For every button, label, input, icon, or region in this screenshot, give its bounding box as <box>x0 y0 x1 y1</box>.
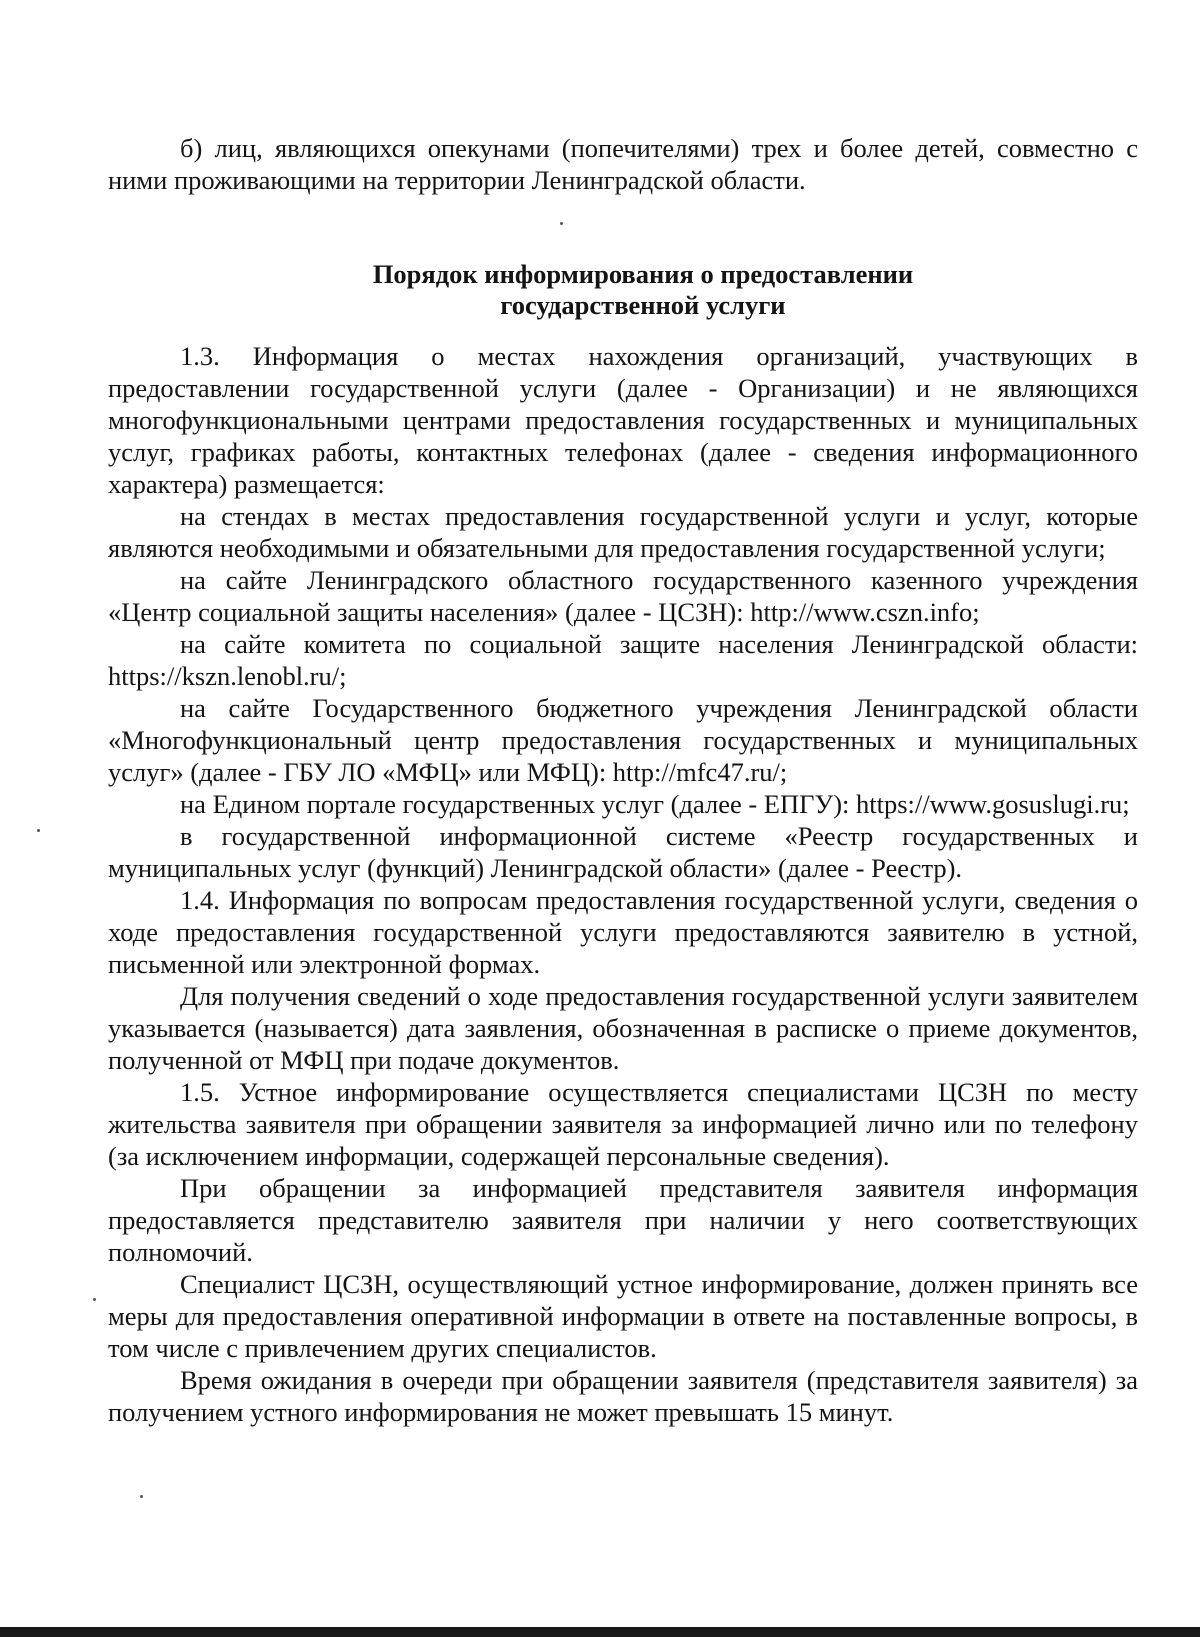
scan-bottom-edge <box>0 1627 1200 1637</box>
scan-speck <box>140 1495 143 1498</box>
paragraph-1-5: 1.5. Устное информирование осуществляется специалистами ЦСЗН по месту жительства заявителя при обращении заявителя за информацией лично или по телефону (за исключением информации, содержащей персональные сведения). <box>108 1077 1138 1171</box>
scan-speck <box>37 829 40 832</box>
scan-speck <box>93 1298 96 1301</box>
paragraph-cszn-site: на сайте Ленинградского областного государственного казенного учреждения «Центр социальной защиты населения» (далее - ЦСЗН): http://www.cszn.info; <box>108 565 1138 627</box>
paragraph-specialist: Специалист ЦСЗН, осуществляющий устное информирование, должен принять все меры для предоставления оперативной информации в ответе на поставленные вопросы, в том числе с привлечением других специалистов. <box>108 1269 1138 1363</box>
paragraph-wait-time: Время ожидания в очереди при обращении заявителя (представителя заявителя) за получением устного информирования не может превышать 15 минут. <box>108 1365 1138 1427</box>
section-heading-line-1: Порядок информирования о предоставлении <box>372 259 914 289</box>
paragraph-epgu: на Едином портале государственных услуг (далее - ЕПГУ): https://www.gosuslugi.ru; <box>180 789 1130 819</box>
paragraph-registry: в государственной информационной системе «Реестр государственных и муниципальных услуг (функций) Ленинградской области» (далее - Реестр). <box>108 821 1138 883</box>
section-heading-line-2: государственной услуги <box>500 290 786 320</box>
paragraph-b: б) лиц, являющихся опекунами (попечителями) трех и более детей, совместно с ними проживающими на территории Ленинградской области. <box>108 133 1138 195</box>
paragraph-committee-site: на сайте комитета по социальной защите населения Ленинградской области: https://kszn.lenobl.ru/; <box>108 629 1138 691</box>
paragraph-1-4: 1.4. Информация по вопросам предоставления государственной услуги, сведения о ходе предоставления государственной услуги предоставляются заявителю в устной, письменной или электронной формах. <box>108 885 1138 979</box>
scan-speck <box>560 222 563 225</box>
spacer <box>108 196 1138 259</box>
paragraph-representative: При обращении за информацией представителя заявителя информация предоставляется представителю заявителя при наличии у него соответствующих полномочий. <box>108 1173 1138 1267</box>
document-body <box>108 132 1138 1428</box>
paragraph-1-3: 1.3. Информация о местах нахождения организаций, участвующих в предоставлении государственной услуги (далее - Организации) и не являющихся многофункциональными центрами предоставления государственных и муниципальных услуг, графиках работы, контактных телефонах (далее - сведения информационного характера) размещается: <box>108 341 1138 499</box>
paragraph-mfc-site: на сайте Государственного бюджетного учреждения Ленинградской области «Многофункциональный центр предоставления государственных и муниципальных услуг» (далее - ГБУ ЛО «МФЦ» или МФЦ): http://mfc47.ru/; <box>108 693 1138 787</box>
paragraph-stands: на стендах в местах предоставления государственной услуги и услуг, которые являются необходимыми и обязательными для предоставления государственной услуги; <box>108 501 1138 563</box>
spacer <box>108 321 1138 340</box>
section-heading <box>108 259 1138 321</box>
paragraph-status-info: Для получения сведений о ходе предоставления государственной услуги заявителем указывается (называется) дата заявления, обозначенная в расписке о приеме документов, полученной от МФЦ при подаче документов. <box>108 981 1138 1075</box>
